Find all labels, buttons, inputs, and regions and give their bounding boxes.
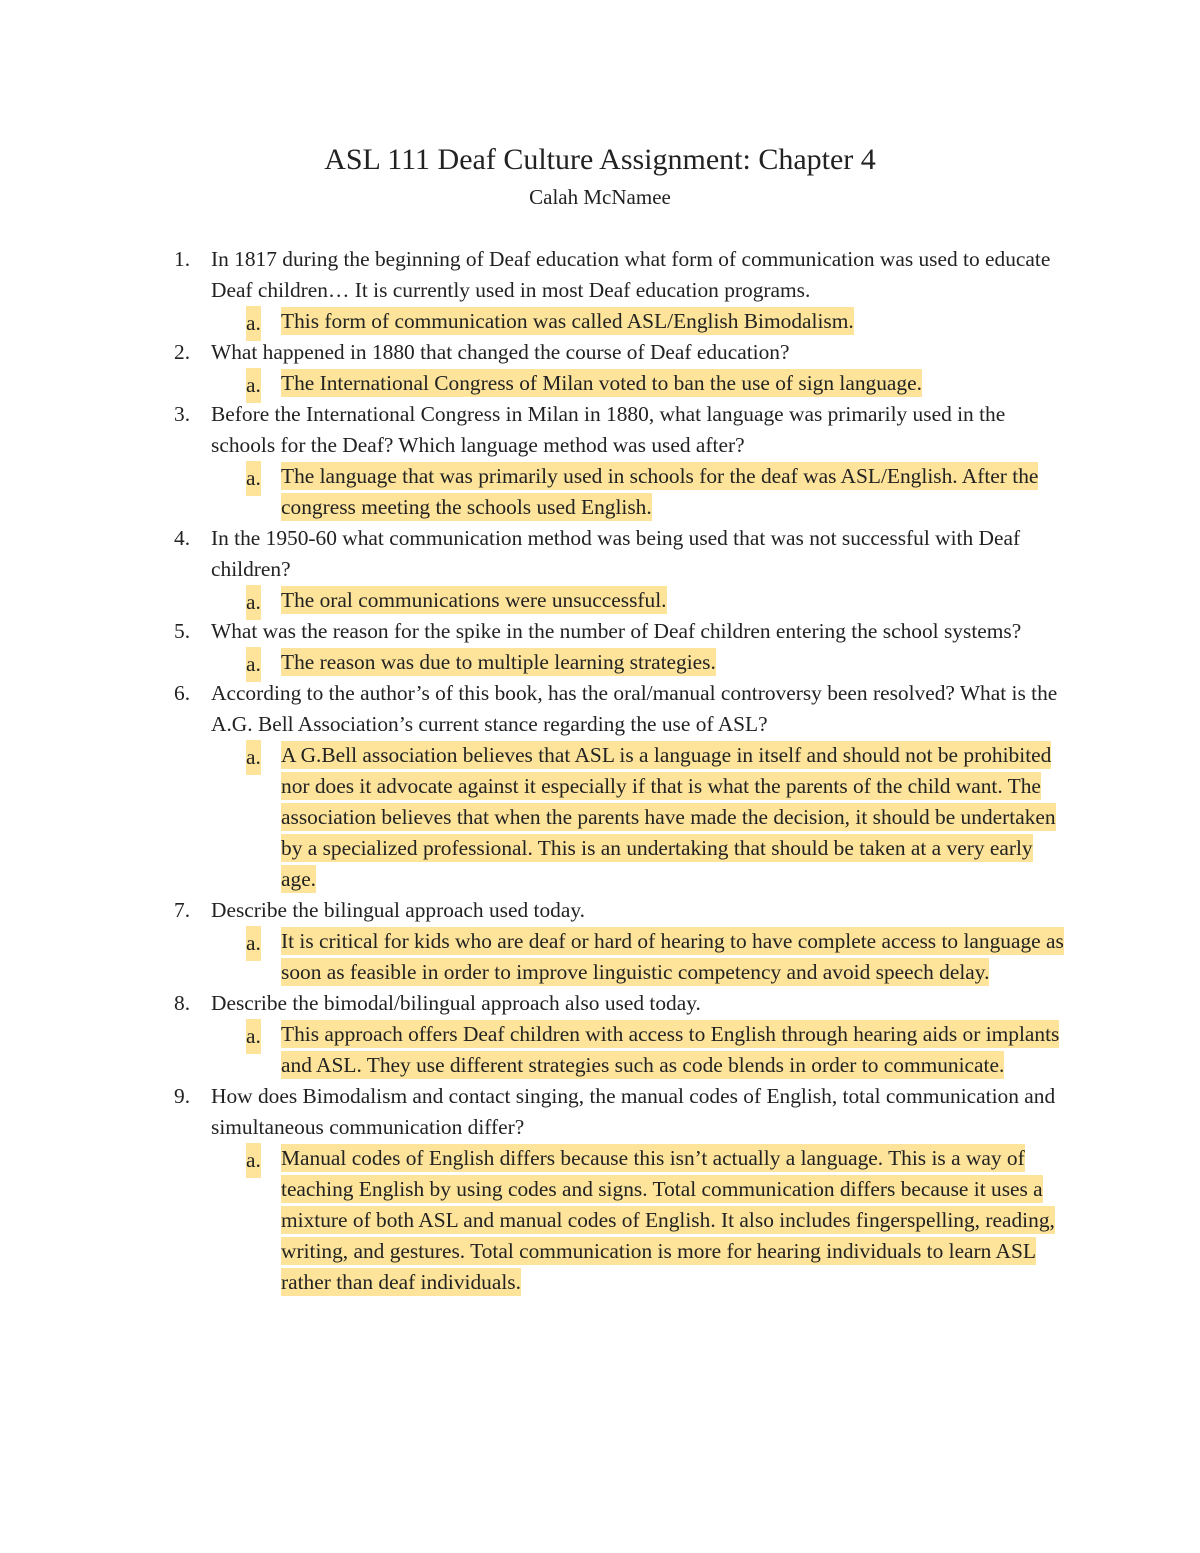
answer-item xyxy=(211,368,1071,399)
question-text: Before the International Congress in Milan in 1880, what language was primarily used in the schools for the Deaf? Which language method was used after? xyxy=(211,402,1006,457)
answer-letter: a. xyxy=(246,585,261,620)
question-item xyxy=(0,895,1071,988)
answer-text: The language that was primarily used in schools for the deaf was ASL/English. After the congress meeting the schools used English. xyxy=(281,464,1039,519)
question-item xyxy=(0,678,1071,895)
question-item xyxy=(0,399,1071,523)
answer-item xyxy=(211,740,1071,895)
answer-item xyxy=(211,926,1071,988)
answer-item xyxy=(211,306,1071,337)
answer-text: Manual codes of English differs because this isn’t actually a language. This is a way of teaching English by using codes and signs. Total communication differs because it uses a mixture of both ASL and manual codes of English. It also includes fingerspelling, reading, writing, and gestures. Total communication is more for hearing individuals to learn ASL rather than deaf individuals. xyxy=(281,1146,1055,1294)
answer-letter: a. xyxy=(246,306,261,341)
answer-text: A G.Bell association believes that ASL is a language in itself and should not be prohibited nor does it advocate against it especially if that is what the parents of the child want. The association believes that when the parents have made the decision, it should be undertaken by a specialized professional. This is an undertaking that should be taken at a very early age. xyxy=(281,743,1056,891)
question-number: 2. xyxy=(174,340,191,364)
question-number: 1. xyxy=(174,247,191,271)
question-item xyxy=(0,523,1071,616)
question-number: 5. xyxy=(174,619,191,643)
question-item xyxy=(0,988,1071,1081)
answer-text: It is critical for kids who are deaf or hard of hearing to have complete access to language as soon as feasible in order to improve linguistic competency and avoid speech delay. xyxy=(281,929,1064,984)
answer-text: This form of communication was called ASL/English Bimodalism. xyxy=(281,309,854,333)
answer-item xyxy=(211,1143,1071,1298)
question-number: 9. xyxy=(174,1084,191,1108)
question-item xyxy=(0,616,1071,678)
question-number: 3. xyxy=(174,402,191,426)
question-item xyxy=(0,337,1071,399)
author-name: Calah McNamee xyxy=(529,185,671,209)
question-text: What was the reason for the spike in the number of Deaf children entering the school systems? xyxy=(211,619,1022,643)
answer-text: This approach offers Deaf children with access to English through hearing aids or implants and ASL. They use different strategies such as code blends in order to communicate. xyxy=(281,1022,1060,1077)
answer-item xyxy=(211,585,1071,616)
question-list xyxy=(0,244,1200,1298)
answer-text: The reason was due to multiple learning strategies. xyxy=(281,650,716,674)
question-text: Describe the bimodal/bilingual approach also used today. xyxy=(211,991,701,1015)
question-text: According to the author’s of this book, has the oral/manual controversy been resolved? What is the A.G. Bell Association’s current stance regarding the use of ASL? xyxy=(211,681,1058,736)
answer-letter: a. xyxy=(246,926,261,961)
question-number: 8. xyxy=(174,991,191,1015)
answer-item xyxy=(211,647,1071,678)
answer-letter: a. xyxy=(246,368,261,403)
document-title: ASL 111 Deaf Culture Assignment: Chapter 4 xyxy=(324,143,876,176)
question-text: What happened in 1880 that changed the course of Deaf education? xyxy=(211,340,790,364)
question-text: In 1817 during the beginning of Deaf education what form of communication was used to educate Deaf children… It is currently used in most Deaf education programs. xyxy=(211,247,1051,302)
question-number: 7. xyxy=(174,898,191,922)
answer-text: The International Congress of Milan voted to ban the use of sign language. xyxy=(281,371,922,395)
answer-letter: a. xyxy=(246,647,261,682)
answer-letter: a. xyxy=(246,461,261,496)
question-text: In the 1950-60 what communication method was being used that was not successful with Deaf children? xyxy=(211,526,1021,581)
answer-item xyxy=(211,1019,1071,1081)
question-text: How does Bimodalism and contact singing, the manual codes of English, total communication and simultaneous communication differ? xyxy=(211,1084,1056,1139)
question-number: 6. xyxy=(174,681,191,705)
question-number: 4. xyxy=(174,526,191,550)
answer-item xyxy=(211,461,1071,523)
answer-letter: a. xyxy=(246,1019,261,1054)
answer-letter: a. xyxy=(246,1143,261,1178)
answer-letter: a. xyxy=(246,740,261,775)
question-item xyxy=(0,1081,1071,1298)
question-item xyxy=(0,244,1071,337)
answer-text: The oral communications were unsuccessful. xyxy=(281,588,667,612)
question-text: Describe the bilingual approach used today. xyxy=(211,898,586,922)
